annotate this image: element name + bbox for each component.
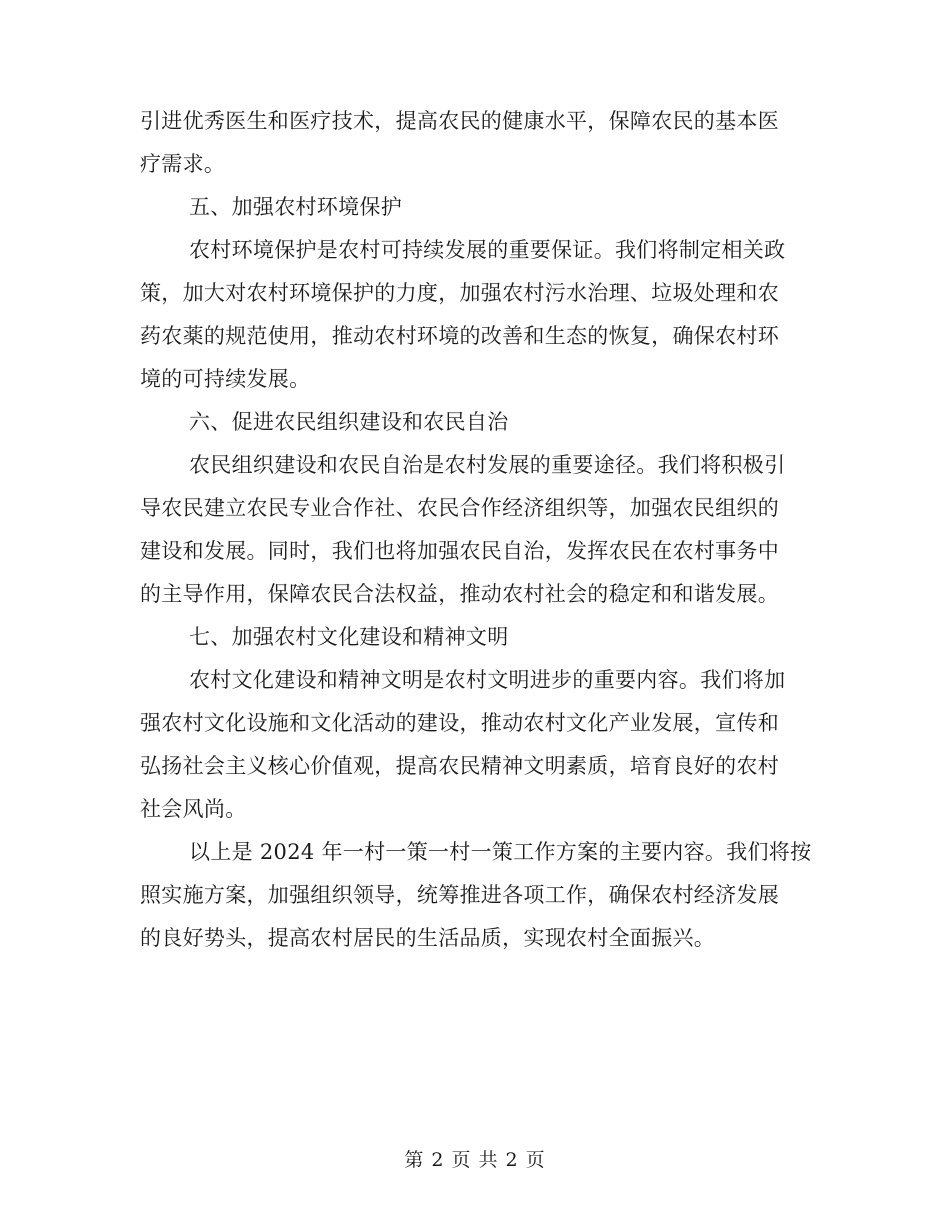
page-number-footer: 第 2 页 共 2 页	[404, 1149, 546, 1171]
text-line: 境的可持续发展。	[140, 367, 311, 391]
text-line: 建设和发展。同时，我们也将加强农民自治，发挥农民在农村事务中	[140, 539, 779, 563]
section-heading: 五、加强农村环境保护	[189, 195, 402, 219]
section-heading: 七、加强农村文化建设和精神文明	[189, 625, 509, 649]
text-line: 的良好势头，提高农村居民的生活品质，实现农村全面振兴。	[140, 926, 716, 950]
text-line: 引进优秀医生和医疗技术，提高农民的健康水平，保障农民的基本医	[140, 109, 779, 133]
paragraph-first-line: 农民组织建设和农民自治是农村发展的重要途径。我们将积极引	[189, 453, 786, 477]
paragraph-first-line: 农村文化建设和精神文明是农村文明进步的重要内容。我们将加	[189, 668, 786, 692]
text-line: 弘扬社会主义核心价值观，提高农民精神文明素质，培育良好的农村	[140, 754, 779, 778]
text-line: 强农村文化设施和文化活动的建设，推动农村文化产业发展，宣传和	[140, 711, 779, 735]
text-line: 药农薬的规范使用，推动农村环境的改善和生态的恢复，确保农村环	[140, 324, 779, 348]
text-line: 照实施方案，加强组织领导，统筹推进各项工作，确保农村经济发展	[140, 883, 779, 907]
document-body	[140, 100, 812, 960]
text-line: 策，加大对农村环境保护的力度，加强农村污水治理、垃圾处理和农	[140, 281, 779, 305]
text-line: 疗需求。	[140, 152, 226, 176]
paragraph-first-line: 以上是 2024 年一村一策一村一策工作方案的主要内容。我们将按	[189, 840, 812, 864]
text-line: 社会风尚。	[140, 797, 247, 821]
text-line: 的主导作用，保障农民合法权益，推动农村社会的稳定和和谐发展。	[140, 582, 779, 606]
section-heading: 六、促进农民组织建设和农民自治	[189, 410, 509, 434]
paragraph-first-line: 农村环境保护是农村可持续发展的重要保证。我们将制定相关政	[189, 238, 786, 262]
text-line: 导农民建立农民专业合作社、农民合作经济组织等，加强农民组织的	[140, 496, 779, 520]
